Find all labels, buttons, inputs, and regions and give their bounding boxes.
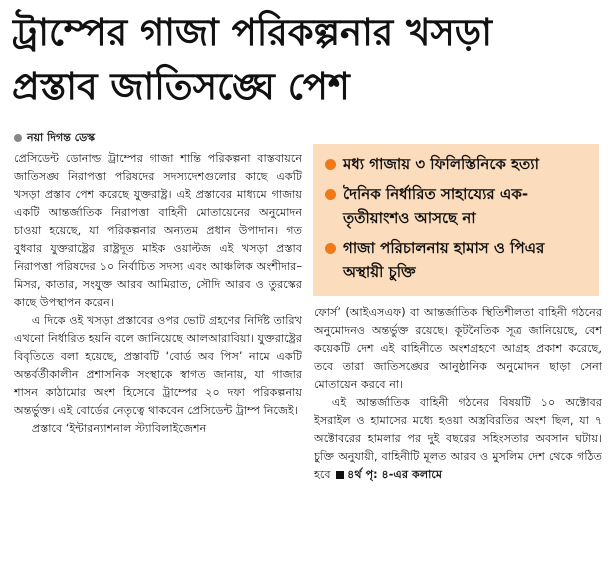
highlight-text: মধ্য গাজায় ৩ ফিলিস্তিনিকে হত্যা xyxy=(343,155,539,173)
highlight-text: গাজা পরিচালনায় হামাস ও পিএর অস্থায়ী চুক্তি xyxy=(343,239,545,281)
paragraph-1: প্রেসিডেন্ট ডোনাল্ড ট্রাম্পের গাজা শান্তি পরিকল্পনা বাস্তবায়নে জাতিসঙ্ঘ নিরাপত্তা পরিষদের সদস্যদেশগুলোর কাছে একটি খসড়া প্রস্তাব পেশ করেছে যুক্তরাষ্ট্র। এই প্রস্তাবের মাধ্যমে গাজায় একটি আন্তর্জাতিক নিরাপত্তা বাহিনী মোতায়েনের অনুমোদন চাওয়া হয়েছে, যা পরিকল্পনার অন্যতম প্রধান উপাদান। গত বুধবার যুক্তরাষ্ট্রের রাষ্ট্রদূত মাইক ওয়াল্টজ এই খসড়া প্রস্তাব নিরাপত্তা পরিষদের ১০ নির্বাচিত সদস্য এবং আঞ্চলিক অংশীদার– মিসর, কাতার, সংযুক্ত আরব আমিরাত, সৌদি আরব ও তুরস্কের কাছে উপস্থাপন করেন। xyxy=(14,152,302,309)
highlight-item xyxy=(323,152,589,176)
highlights-box xyxy=(313,144,599,296)
paragraph-4: ফোর্স’ (আইএসএফ) বা আন্তর্জাতিক স্থিতিশীলতা বাহিনী গঠনের অনুমোদনও অন্তর্ভুক্ত রয়েছে। কূটনৈতিক সূত্র জানিয়েছে, বেশ কয়েকটি দেশ এই বাহিনীতে অংশগ্রহণে আগ্রহ প্রকাশ করেছে, তবে তারা জাতিসঙ্ঘের আনুষ্ঠানিক অনুমোদন ছাড়া সেনা মোতায়েন করবে না। xyxy=(314,306,602,391)
byline-bullet-icon xyxy=(14,134,22,142)
orange-bullet-icon xyxy=(325,159,336,170)
byline xyxy=(14,131,304,145)
article-column-2 xyxy=(314,304,602,576)
paragraph-5-text: এই আন্তর্জাতিক বাহিনী গঠনের বিষয়টি ১০ অক্টোবর ইসরাইল ও হামাসের মধ্যে হওয়া অস্ত্রবিরতির অংশ ছিল, যা ৭ অক্টোবরের হামলার পর দুই বছরের সহিংসতার অবসান ঘটায়। চুক্তি অনুযায়ী, বাহিনীটি মূলত আরব ও মুসলিম দেশ থেকে গঠিত হবে xyxy=(314,396,602,481)
headline xyxy=(12,6,607,114)
byline-text: নয়া দিগন্ত ডেস্ক xyxy=(27,131,96,144)
headline-line-2: প্রস্তাব জাতিসঙ্ঘে পেশ xyxy=(12,65,350,108)
paragraph-3: প্রস্তাবে ‘ইন্টারন্যাশনাল স্ট্যাবিলাইজেশন xyxy=(31,422,207,435)
continued-on-page: ৪র্থ পৃ: ৪-এর কলামে xyxy=(347,468,443,481)
paragraph-2: এ দিকে ওই খসড়া প্রস্তাবের ওপর ভোট গ্রহণের নির্দিষ্ট তারিখ এখনো নির্ধারিত হয়নি বলে জানিয়েছে আলআরাবিয়া। যুক্তরাষ্ট্রের বিবৃতিতে বলা হয়েছে, প্রস্তাবটি ‘বোর্ড অব পিস’ নামে একটি অন্তর্বর্তীকালীন প্রশাসনিক সংস্থাকে স্বাগত জানায়, যা গাজার শাসন কাঠামোর অংশ হিসেবে ট্রাম্পের ২০ দফা পরিকল্পনায় অন্তর্ভুক্ত। এই বোর্ডের নেতৃত্বে থাকবেন প্রেসিডেন্ট ট্রাম্প নিজেই। xyxy=(14,314,302,417)
highlight-text: দৈনিক নির্ধারিত সাহায্যের এক-তৃতীয়াংশও আসছে না xyxy=(343,185,529,227)
article-column-1 xyxy=(14,150,302,576)
orange-bullet-icon xyxy=(325,243,336,254)
headline-line-1: ট্রাম্পের গাজা পরিকল্পনার খসড়া xyxy=(12,11,492,54)
orange-bullet-icon xyxy=(325,189,336,200)
paragraph-5 xyxy=(314,394,602,484)
highlight-item xyxy=(323,236,589,284)
continued-square-icon xyxy=(336,471,344,479)
highlight-item xyxy=(323,182,589,230)
